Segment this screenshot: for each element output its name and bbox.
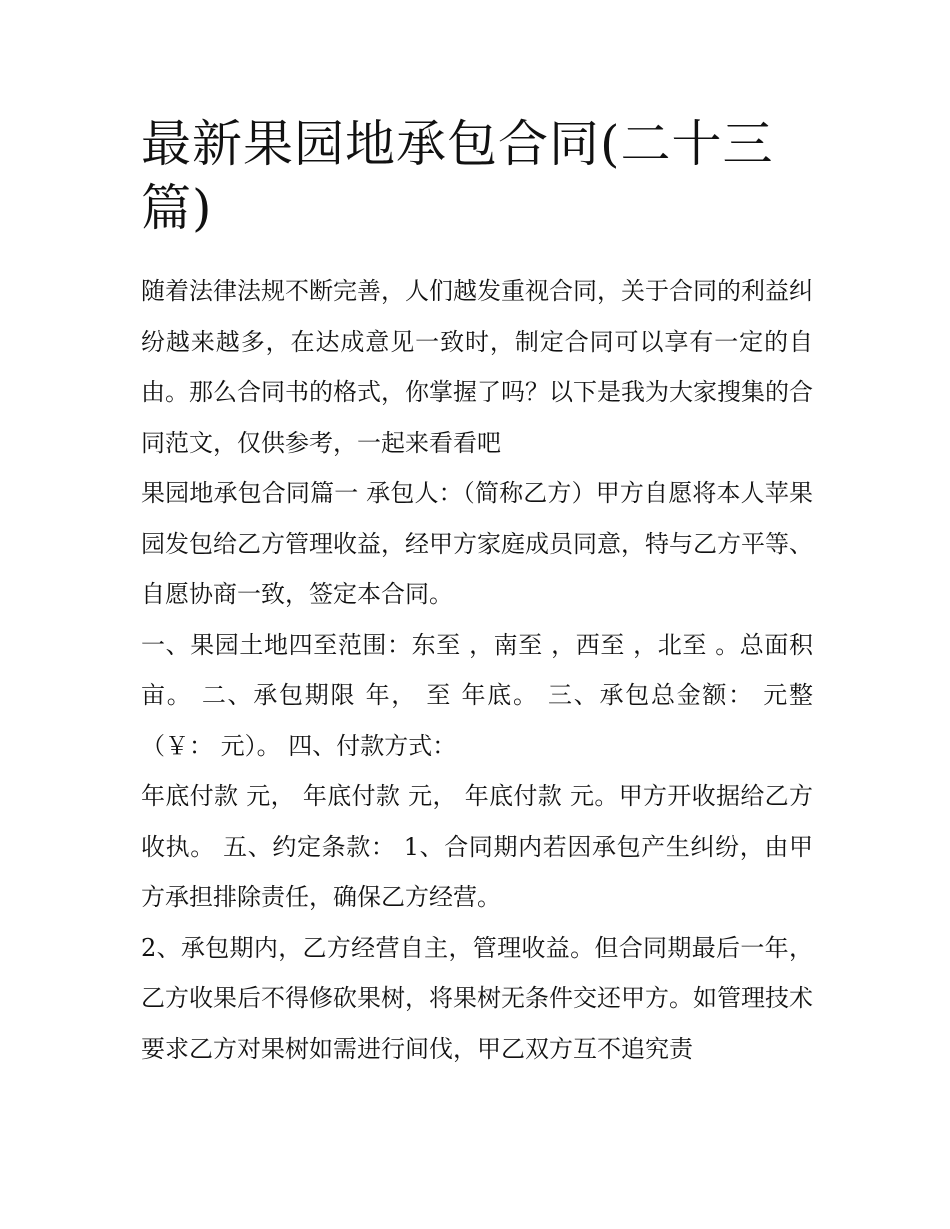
- payment-terms-paragraph: 年底付款 元， 年底付款 元， 年底付款 元。甲方开收据给乙方收执。 五、约定条款： 1、合同期内若因承包产生纠纷，由甲方承担排除责任，确保乙方经营。: [141, 782, 813, 911]
- document-page: [141, 112, 813, 1074]
- contract-preamble-paragraph: 果园地承包合同篇一 承包人：（简称乙方）甲方自愿将本人苹果园发包给乙方管理收益，经甲方家庭成员同意，特与乙方平等、自愿协商一致，签定本合同。: [141, 479, 813, 608]
- document-title: 最新果园地承包合同(二十三篇): [141, 115, 774, 237]
- contract-terms-paragraph: 一、果园土地四至范围：东至 ，南至 ，西至 ，北至 。总面积 亩。 二、承包期限 年， 至 年底。 三、承包总金额： 元整（￥： 元）。 四、付款方式：: [141, 630, 813, 760]
- intro-paragraph: 随着法律法规不断完善，人们越发重视合同，关于合同的利益纠纷越来越多，在达成意见一致时，制定合同可以享有一定的自由。那么合同书的格式，你掌握了吗？以下是我为大家搜集的合同范文，仅供参考，一起来看看吧: [141, 277, 813, 457]
- operation-terms-paragraph: 2、承包期内，乙方经营自主，管理收益。但合同期最后一年，乙方收果后不得修砍果树，将果树无条件交还甲方。如管理技术要求乙方对果树如需进行间伐，甲乙双方互不追究责: [141, 933, 813, 1063]
